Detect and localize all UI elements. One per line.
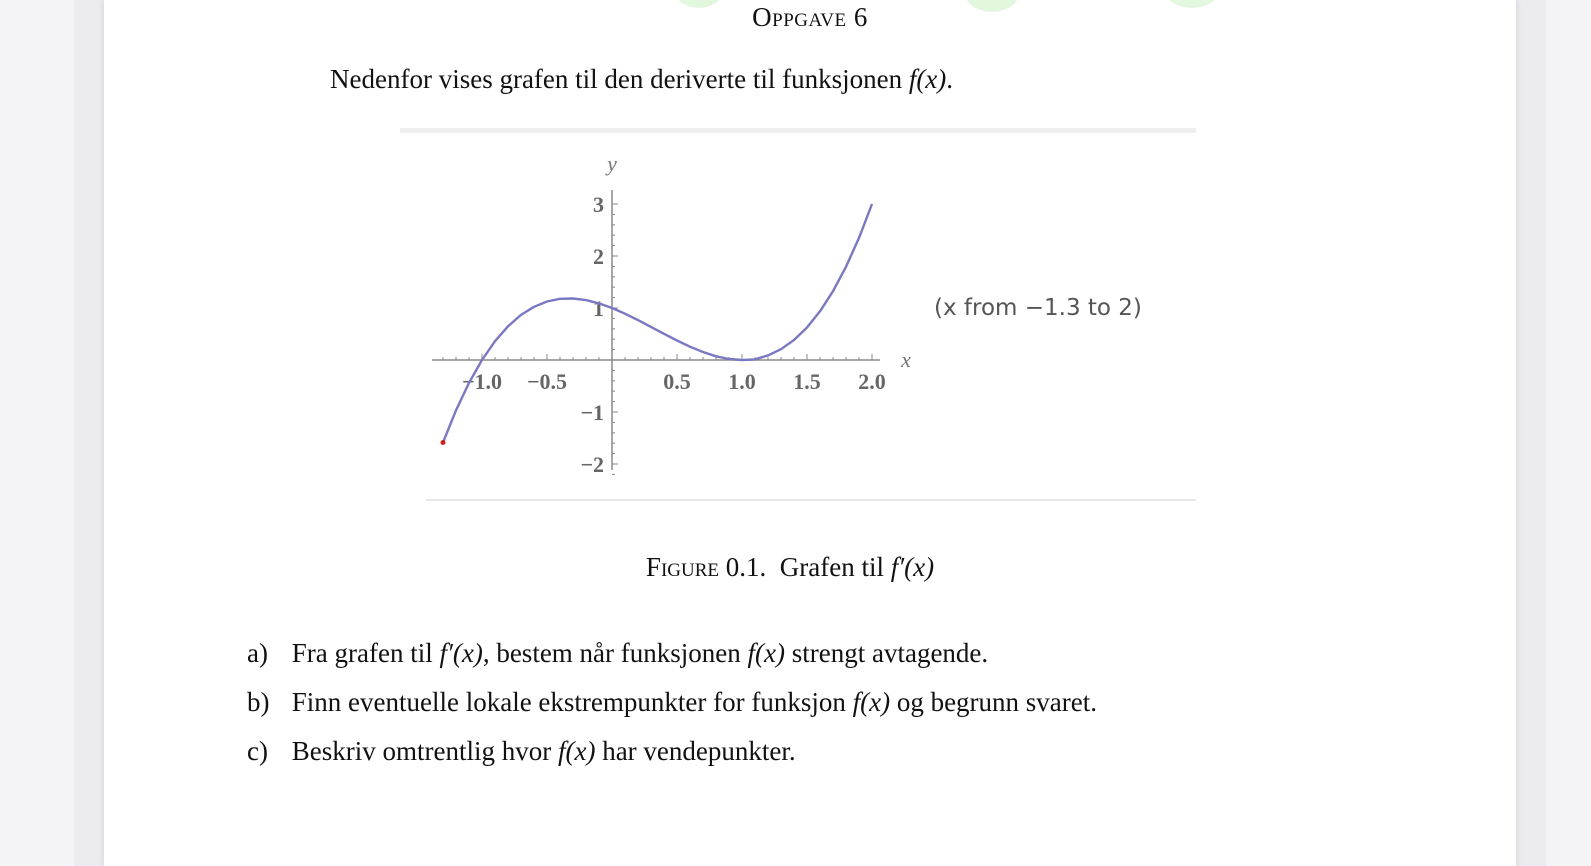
task-math: f′(x) — [439, 638, 483, 668]
task-item — [247, 683, 1097, 732]
intro-paragraph — [330, 64, 953, 95]
intro-text: Nedenfor vises grafen til den deriverte til funksjonen — [330, 64, 903, 94]
y-tick-label: 1 — [593, 296, 604, 321]
figure-caption — [0, 552, 1580, 583]
section-heading: Oppgave 6 — [752, 2, 868, 32]
x-tick-label: 1.0 — [728, 369, 756, 394]
task-text: Fra grafen til — [291, 638, 440, 668]
task-label: c) — [247, 736, 268, 766]
task-label: b) — [247, 687, 270, 717]
range-note: (x from −1.3 to 2) — [934, 295, 1142, 321]
task-text: , bestem når funksjonen — [482, 638, 748, 668]
task-text: har vendepunkter. — [595, 736, 796, 766]
x-tick-label: 0.5 — [663, 369, 691, 394]
task-math: f(x) — [747, 638, 785, 668]
task-item — [247, 732, 1097, 781]
task-math: f(x) — [557, 736, 596, 766]
task-text: Finn eventuelle lokale ekstrempunkter for funksjon — [291, 687, 853, 717]
y-tick-label: −1 — [580, 400, 604, 425]
y-tick-label: 2 — [593, 244, 604, 269]
x-axis-label: x — [901, 347, 911, 372]
derivative-graph-svg — [414, 135, 934, 495]
curve-start-point — [441, 440, 446, 445]
derivative-curve — [443, 204, 872, 443]
intro-end: . — [946, 64, 954, 94]
task-math: f(x) — [852, 687, 891, 717]
task-item — [247, 634, 1097, 683]
x-tick-label: −1.0 — [461, 369, 503, 394]
figure-caption-math: f′(x) — [890, 552, 935, 582]
task-text: og begrunn svaret. — [890, 687, 1098, 717]
intro-math: f(x) — [908, 64, 947, 94]
y-tick-label: −2 — [580, 452, 604, 477]
x-tick-label: −0.5 — [526, 369, 568, 394]
task-label: a) — [247, 638, 268, 668]
x-tick-label: 2.0 — [858, 369, 886, 394]
figure-top-rule — [400, 128, 1196, 133]
derivative-graph — [414, 135, 934, 500]
x-tick-label: 1.5 — [793, 369, 821, 394]
y-tick-label: 3 — [593, 192, 604, 217]
figure-bottom-rule — [426, 499, 1196, 501]
figure-caption-text: Grafen til — [779, 552, 884, 582]
figure-caption-label: Figure 0.1. — [645, 552, 767, 582]
y-axis-label: y — [607, 151, 617, 176]
task-list — [247, 634, 1097, 781]
task-text: strengt avtagende. — [784, 638, 989, 668]
task-text: Beskriv omtrentlig hvor — [291, 736, 558, 766]
